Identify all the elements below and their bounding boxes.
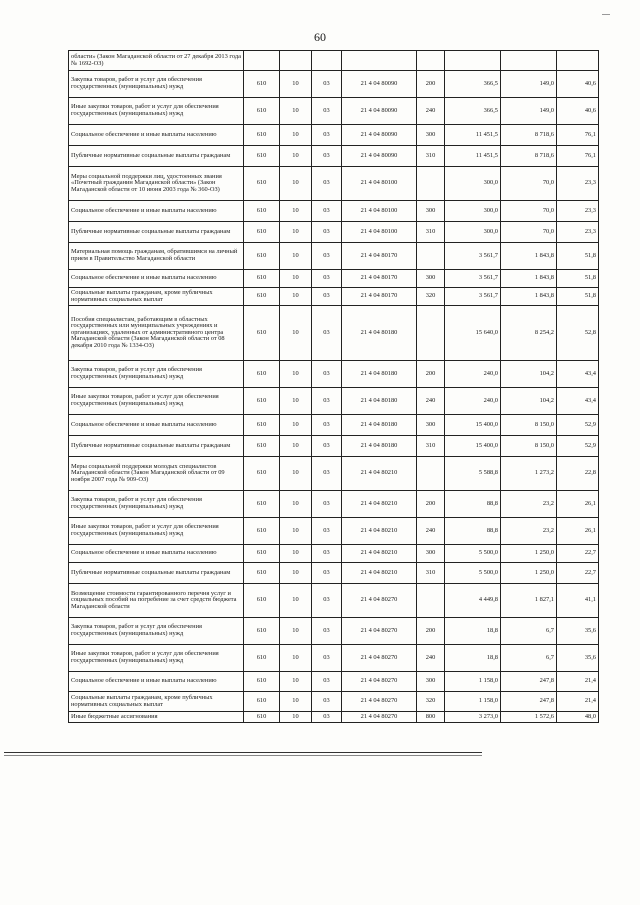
cell-subsection bbox=[312, 51, 342, 71]
cell-execution-percent: 76,1 bbox=[557, 146, 599, 167]
cell-execution-percent: 40,6 bbox=[557, 98, 599, 125]
cell-name: Закупка товаров, работ и услуг для обеспечения государственных (муниципальных) нужд bbox=[69, 491, 244, 518]
cell-execution-percent: 43,4 bbox=[557, 361, 599, 388]
cell-section: 10 bbox=[280, 222, 312, 243]
cell-name: Публичные нормативные социальные выплаты гражданам bbox=[69, 436, 244, 457]
cell-target-article: 21 4 04 80180 bbox=[342, 306, 417, 361]
cell-execution-percent: 48,0 bbox=[557, 712, 599, 723]
cell-name: Социальное обеспечение и иные выплаты населению bbox=[69, 545, 244, 563]
table-row bbox=[69, 288, 599, 306]
cell-section: 10 bbox=[280, 167, 312, 201]
cell-section: 10 bbox=[280, 415, 312, 436]
cell-section: 10 bbox=[280, 645, 312, 672]
cell-subsection: 03 bbox=[312, 71, 342, 98]
cell-subsection: 03 bbox=[312, 563, 342, 584]
cell-executed-amount: 149,0 bbox=[501, 98, 557, 125]
cell-target-article: 21 4 04 80100 bbox=[342, 222, 417, 243]
cell-execution-percent: 51,8 bbox=[557, 270, 599, 288]
cell-section: 10 bbox=[280, 584, 312, 618]
table-row bbox=[69, 563, 599, 584]
cell-executed-amount: 70,0 bbox=[501, 222, 557, 243]
cell-ministry-code: 610 bbox=[244, 98, 280, 125]
cell-target-article: 21 4 04 80270 bbox=[342, 645, 417, 672]
cell-expense-type: 310 bbox=[417, 563, 445, 584]
cell-execution-percent: 52,9 bbox=[557, 436, 599, 457]
cell-ministry-code: 610 bbox=[244, 672, 280, 692]
cell-expense-type: 320 bbox=[417, 692, 445, 712]
cell-section: 10 bbox=[280, 98, 312, 125]
table-row bbox=[69, 388, 599, 415]
corner-mark bbox=[602, 14, 610, 15]
cell-ministry-code: 610 bbox=[244, 288, 280, 306]
cell-target-article: 21 4 04 80270 bbox=[342, 618, 417, 645]
cell-execution-percent: 23,3 bbox=[557, 222, 599, 243]
cell-ministry-code: 610 bbox=[244, 563, 280, 584]
cell-execution-percent: 40,6 bbox=[557, 71, 599, 98]
cell-ministry-code: 610 bbox=[244, 518, 280, 545]
cell-expense-type bbox=[417, 306, 445, 361]
cell-execution-percent: 22,7 bbox=[557, 545, 599, 563]
cell-name: Материальная помощь гражданам, обратившимся на личный прием в Правительство Магаданской области bbox=[69, 243, 244, 270]
cell-name: Меры социальной поддержки молодых специалистов Магаданской области (Закон Магаданской области от 09 ноября 2007 года № 909-ОЗ) bbox=[69, 457, 244, 491]
cell-section: 10 bbox=[280, 125, 312, 146]
cell-ministry-code: 610 bbox=[244, 306, 280, 361]
cell-planned-amount: 3 561,7 bbox=[445, 288, 501, 306]
cell-execution-percent: 35,6 bbox=[557, 645, 599, 672]
table-row bbox=[69, 491, 599, 518]
cell-executed-amount: 1 250,0 bbox=[501, 563, 557, 584]
cell-executed-amount: 6,7 bbox=[501, 618, 557, 645]
bottom-rule bbox=[4, 752, 482, 753]
cell-planned-amount: 240,0 bbox=[445, 388, 501, 415]
cell-name: Закупка товаров, работ и услуг для обеспечения государственных (муниципальных) нужд bbox=[69, 71, 244, 98]
cell-target-article: 21 4 04 80270 bbox=[342, 672, 417, 692]
cell-ministry-code: 610 bbox=[244, 712, 280, 723]
cell-section: 10 bbox=[280, 270, 312, 288]
cell-ministry-code: 610 bbox=[244, 270, 280, 288]
cell-subsection: 03 bbox=[312, 167, 342, 201]
cell-target-article: 21 4 04 80170 bbox=[342, 243, 417, 270]
cell-expense-type: 300 bbox=[417, 415, 445, 436]
cell-expense-type: 300 bbox=[417, 270, 445, 288]
cell-expense-type bbox=[417, 167, 445, 201]
cell-ministry-code: 610 bbox=[244, 71, 280, 98]
cell-execution-percent: 23,3 bbox=[557, 167, 599, 201]
cell-planned-amount: 4 449,8 bbox=[445, 584, 501, 618]
cell-expense-type: 310 bbox=[417, 436, 445, 457]
cell-expense-type: 300 bbox=[417, 545, 445, 563]
cell-planned-amount: 18,8 bbox=[445, 645, 501, 672]
table-row bbox=[69, 306, 599, 361]
cell-subsection: 03 bbox=[312, 712, 342, 723]
cell-name: Возмещение стоимости гарантированного перечня услуг и социальных пособий на погребение за счет средств бюджета Магаданской области bbox=[69, 584, 244, 618]
cell-planned-amount: 3 561,7 bbox=[445, 270, 501, 288]
cell-name: Публичные нормативные социальные выплаты гражданам bbox=[69, 222, 244, 243]
cell-planned-amount: 11 451,5 bbox=[445, 146, 501, 167]
cell-expense-type: 300 bbox=[417, 672, 445, 692]
cell-expense-type: 200 bbox=[417, 361, 445, 388]
cell-planned-amount: 300,0 bbox=[445, 222, 501, 243]
table-row bbox=[69, 645, 599, 672]
table-row bbox=[69, 167, 599, 201]
cell-planned-amount: 300,0 bbox=[445, 167, 501, 201]
cell-planned-amount: 15 400,0 bbox=[445, 415, 501, 436]
cell-subsection: 03 bbox=[312, 125, 342, 146]
cell-execution-percent: 76,1 bbox=[557, 125, 599, 146]
table-row bbox=[69, 361, 599, 388]
cell-executed-amount: 1 827,1 bbox=[501, 584, 557, 618]
table-row bbox=[69, 146, 599, 167]
cell-name: Закупка товаров, работ и услуг для обеспечения государственных (муниципальных) нужд bbox=[69, 361, 244, 388]
cell-ministry-code: 610 bbox=[244, 457, 280, 491]
cell-section: 10 bbox=[280, 518, 312, 545]
cell-target-article: 21 4 04 80210 bbox=[342, 457, 417, 491]
table-row bbox=[69, 98, 599, 125]
cell-section: 10 bbox=[280, 457, 312, 491]
cell-section: 10 bbox=[280, 361, 312, 388]
cell-expense-type: 300 bbox=[417, 201, 445, 222]
cell-subsection: 03 bbox=[312, 584, 342, 618]
cell-expense-type: 320 bbox=[417, 288, 445, 306]
cell-execution-percent: 51,8 bbox=[557, 288, 599, 306]
cell-target-article bbox=[342, 51, 417, 71]
cell-target-article: 21 4 04 80210 bbox=[342, 518, 417, 545]
cell-planned-amount: 5 500,0 bbox=[445, 545, 501, 563]
cell-expense-type bbox=[417, 457, 445, 491]
cell-ministry-code: 610 bbox=[244, 415, 280, 436]
cell-target-article: 21 4 04 80090 bbox=[342, 71, 417, 98]
cell-name: Социальное обеспечение и иные выплаты населению bbox=[69, 201, 244, 222]
cell-name: Социальное обеспечение и иные выплаты населению bbox=[69, 270, 244, 288]
cell-subsection: 03 bbox=[312, 306, 342, 361]
cell-subsection: 03 bbox=[312, 545, 342, 563]
cell-target-article: 21 4 04 80100 bbox=[342, 201, 417, 222]
cell-section: 10 bbox=[280, 306, 312, 361]
cell-expense-type bbox=[417, 51, 445, 71]
cell-target-article: 21 4 04 80090 bbox=[342, 125, 417, 146]
cell-section: 10 bbox=[280, 436, 312, 457]
table-row bbox=[69, 243, 599, 270]
cell-name: Социальное обеспечение и иные выплаты населению bbox=[69, 125, 244, 146]
cell-ministry-code: 610 bbox=[244, 125, 280, 146]
page-number: 60 bbox=[314, 30, 326, 44]
cell-name: Закупка товаров, работ и услуг для обеспечения государственных (муниципальных) нужд bbox=[69, 618, 244, 645]
cell-execution-percent: 23,3 bbox=[557, 201, 599, 222]
cell-name: Меры социальной поддержки лиц, удостоенных звания «Почетный гражданин Магаданской области» (Закон Магаданской области от 10 июня 2003 года № 360-ОЗ) bbox=[69, 167, 244, 201]
table-row bbox=[69, 51, 599, 71]
table-row bbox=[69, 71, 599, 98]
cell-name: Иные бюджетные ассигнования bbox=[69, 712, 244, 723]
cell-planned-amount: 88,8 bbox=[445, 518, 501, 545]
cell-planned-amount: 1 158,0 bbox=[445, 692, 501, 712]
cell-section: 10 bbox=[280, 146, 312, 167]
cell-planned-amount: 3 273,0 bbox=[445, 712, 501, 723]
table-row bbox=[69, 125, 599, 146]
cell-executed-amount: 104,2 bbox=[501, 361, 557, 388]
cell-subsection: 03 bbox=[312, 618, 342, 645]
cell-section: 10 bbox=[280, 288, 312, 306]
cell-planned-amount: 366,5 bbox=[445, 98, 501, 125]
cell-ministry-code bbox=[244, 51, 280, 71]
cell-expense-type: 310 bbox=[417, 146, 445, 167]
cell-subsection: 03 bbox=[312, 645, 342, 672]
cell-executed-amount: 70,0 bbox=[501, 201, 557, 222]
cell-subsection: 03 bbox=[312, 201, 342, 222]
cell-target-article: 21 4 04 80090 bbox=[342, 146, 417, 167]
cell-ministry-code: 610 bbox=[244, 201, 280, 222]
cell-expense-type: 200 bbox=[417, 71, 445, 98]
cell-name: Социальные выплаты гражданам, кроме публичных нормативных социальных выплат bbox=[69, 692, 244, 712]
cell-execution-percent: 22,8 bbox=[557, 457, 599, 491]
cell-executed-amount: 8 718,6 bbox=[501, 146, 557, 167]
table-row bbox=[69, 457, 599, 491]
cell-execution-percent: 22,7 bbox=[557, 563, 599, 584]
cell-expense-type bbox=[417, 243, 445, 270]
cell-section: 10 bbox=[280, 243, 312, 270]
cell-executed-amount: 1 273,2 bbox=[501, 457, 557, 491]
cell-ministry-code: 610 bbox=[244, 167, 280, 201]
cell-target-article: 21 4 04 80170 bbox=[342, 288, 417, 306]
cell-execution-percent: 52,8 bbox=[557, 306, 599, 361]
cell-planned-amount: 366,5 bbox=[445, 71, 501, 98]
cell-execution-percent bbox=[557, 51, 599, 71]
cell-executed-amount: 23,2 bbox=[501, 518, 557, 545]
cell-target-article: 21 4 04 80170 bbox=[342, 270, 417, 288]
cell-subsection: 03 bbox=[312, 98, 342, 125]
cell-target-article: 21 4 04 80100 bbox=[342, 167, 417, 201]
cell-execution-percent: 35,6 bbox=[557, 618, 599, 645]
cell-name: Иные закупки товаров, работ и услуг для обеспечения государственных (муниципальных) нужд bbox=[69, 388, 244, 415]
cell-target-article: 21 4 04 80270 bbox=[342, 584, 417, 618]
cell-executed-amount: 8 150,0 bbox=[501, 415, 557, 436]
cell-executed-amount bbox=[501, 51, 557, 71]
cell-subsection: 03 bbox=[312, 457, 342, 491]
cell-section: 10 bbox=[280, 388, 312, 415]
cell-execution-percent: 51,8 bbox=[557, 243, 599, 270]
cell-planned-amount: 3 561,7 bbox=[445, 243, 501, 270]
cell-ministry-code: 610 bbox=[244, 436, 280, 457]
cell-expense-type: 200 bbox=[417, 491, 445, 518]
cell-ministry-code: 610 bbox=[244, 388, 280, 415]
cell-name: Пособия специалистам, работающим в областных государственных или муниципальных учреждениях и организациях, удаленных от административного центра Магаданской области (Закон Магаданской области от 08 декабря 2010 года № 1334-ОЗ) bbox=[69, 306, 244, 361]
cell-expense-type: 300 bbox=[417, 125, 445, 146]
cell-subsection: 03 bbox=[312, 288, 342, 306]
cell-planned-amount: 11 451,5 bbox=[445, 125, 501, 146]
cell-ministry-code: 610 bbox=[244, 545, 280, 563]
cell-executed-amount: 1 843,8 bbox=[501, 270, 557, 288]
cell-subsection: 03 bbox=[312, 270, 342, 288]
cell-section: 10 bbox=[280, 712, 312, 723]
cell-section: 10 bbox=[280, 692, 312, 712]
cell-planned-amount: 5 588,8 bbox=[445, 457, 501, 491]
cell-expense-type: 310 bbox=[417, 222, 445, 243]
cell-executed-amount: 23,2 bbox=[501, 491, 557, 518]
cell-target-article: 21 4 04 80180 bbox=[342, 388, 417, 415]
cell-planned-amount: 1 158,0 bbox=[445, 672, 501, 692]
cell-executed-amount: 104,2 bbox=[501, 388, 557, 415]
cell-expense-type: 240 bbox=[417, 388, 445, 415]
cell-target-article: 21 4 04 80210 bbox=[342, 545, 417, 563]
cell-executed-amount: 70,0 bbox=[501, 167, 557, 201]
cell-execution-percent: 21,4 bbox=[557, 672, 599, 692]
cell-target-article: 21 4 04 80090 bbox=[342, 98, 417, 125]
cell-planned-amount: 240,0 bbox=[445, 361, 501, 388]
cell-section: 10 bbox=[280, 618, 312, 645]
cell-expense-type: 800 bbox=[417, 712, 445, 723]
cell-planned-amount: 18,8 bbox=[445, 618, 501, 645]
cell-section: 10 bbox=[280, 491, 312, 518]
table-row bbox=[69, 692, 599, 712]
cell-executed-amount: 6,7 bbox=[501, 645, 557, 672]
cell-ministry-code: 610 bbox=[244, 692, 280, 712]
cell-target-article: 21 4 04 80180 bbox=[342, 361, 417, 388]
cell-ministry-code: 610 bbox=[244, 222, 280, 243]
cell-ministry-code: 610 bbox=[244, 243, 280, 270]
cell-target-article: 21 4 04 80270 bbox=[342, 712, 417, 723]
cell-subsection: 03 bbox=[312, 436, 342, 457]
cell-executed-amount: 1 572,6 bbox=[501, 712, 557, 723]
cell-name: Публичные нормативные социальные выплаты гражданам bbox=[69, 563, 244, 584]
cell-subsection: 03 bbox=[312, 361, 342, 388]
table-row bbox=[69, 270, 599, 288]
cell-planned-amount: 5 500,0 bbox=[445, 563, 501, 584]
bottom-rule-secondary bbox=[4, 755, 482, 756]
table-row bbox=[69, 436, 599, 457]
cell-executed-amount: 1 250,0 bbox=[501, 545, 557, 563]
cell-expense-type bbox=[417, 584, 445, 618]
cell-name: Иные закупки товаров, работ и услуг для обеспечения государственных (муниципальных) нужд bbox=[69, 98, 244, 125]
table-row bbox=[69, 545, 599, 563]
cell-section: 10 bbox=[280, 201, 312, 222]
cell-execution-percent: 26,1 bbox=[557, 518, 599, 545]
cell-subsection: 03 bbox=[312, 146, 342, 167]
cell-subsection: 03 bbox=[312, 672, 342, 692]
cell-subsection: 03 bbox=[312, 388, 342, 415]
cell-target-article: 21 4 04 80180 bbox=[342, 415, 417, 436]
cell-planned-amount bbox=[445, 51, 501, 71]
cell-ministry-code: 610 bbox=[244, 491, 280, 518]
cell-executed-amount: 1 843,8 bbox=[501, 243, 557, 270]
table-body bbox=[69, 51, 599, 723]
cell-execution-percent: 41,1 bbox=[557, 584, 599, 618]
cell-execution-percent: 21,4 bbox=[557, 692, 599, 712]
cell-execution-percent: 52,9 bbox=[557, 415, 599, 436]
cell-target-article: 21 4 04 80210 bbox=[342, 491, 417, 518]
cell-section: 10 bbox=[280, 672, 312, 692]
cell-subsection: 03 bbox=[312, 415, 342, 436]
cell-executed-amount: 1 843,8 bbox=[501, 288, 557, 306]
cell-expense-type: 240 bbox=[417, 98, 445, 125]
cell-name: Социальное обеспечение и иные выплаты населению bbox=[69, 672, 244, 692]
cell-target-article: 21 4 04 80180 bbox=[342, 436, 417, 457]
cell-subsection: 03 bbox=[312, 692, 342, 712]
cell-planned-amount: 15 640,0 bbox=[445, 306, 501, 361]
cell-subsection: 03 bbox=[312, 518, 342, 545]
cell-executed-amount: 149,0 bbox=[501, 71, 557, 98]
cell-executed-amount: 247,8 bbox=[501, 672, 557, 692]
cell-execution-percent: 26,1 bbox=[557, 491, 599, 518]
cell-executed-amount: 8 150,0 bbox=[501, 436, 557, 457]
cell-executed-amount: 8 718,6 bbox=[501, 125, 557, 146]
cell-planned-amount: 15 400,0 bbox=[445, 436, 501, 457]
table-row bbox=[69, 584, 599, 618]
cell-expense-type: 240 bbox=[417, 645, 445, 672]
cell-subsection: 03 bbox=[312, 222, 342, 243]
cell-expense-type: 240 bbox=[417, 518, 445, 545]
cell-ministry-code: 610 bbox=[244, 146, 280, 167]
cell-planned-amount: 300,0 bbox=[445, 201, 501, 222]
cell-section: 10 bbox=[280, 71, 312, 98]
table-row bbox=[69, 672, 599, 692]
table-row bbox=[69, 712, 599, 723]
cell-ministry-code: 610 bbox=[244, 645, 280, 672]
table-row bbox=[69, 222, 599, 243]
cell-section: 10 bbox=[280, 563, 312, 584]
cell-name: Социальные выплаты гражданам, кроме публичных нормативных социальных выплат bbox=[69, 288, 244, 306]
cell-name: области» (Закон Магаданской области от 27 декабря 2013 года № 1692-ОЗ) bbox=[69, 51, 244, 71]
cell-planned-amount: 88,8 bbox=[445, 491, 501, 518]
cell-execution-percent: 43,4 bbox=[557, 388, 599, 415]
cell-subsection: 03 bbox=[312, 491, 342, 518]
cell-name: Иные закупки товаров, работ и услуг для обеспечения государственных (муниципальных) нужд bbox=[69, 518, 244, 545]
budget-table bbox=[68, 50, 599, 723]
cell-name: Социальное обеспечение и иные выплаты населению bbox=[69, 415, 244, 436]
cell-target-article: 21 4 04 80270 bbox=[342, 692, 417, 712]
cell-ministry-code: 610 bbox=[244, 618, 280, 645]
table-row bbox=[69, 618, 599, 645]
cell-target-article: 21 4 04 80210 bbox=[342, 563, 417, 584]
cell-ministry-code: 610 bbox=[244, 584, 280, 618]
cell-name: Иные закупки товаров, работ и услуг для обеспечения государственных (муниципальных) нужд bbox=[69, 645, 244, 672]
cell-name: Публичные нормативные социальные выплаты гражданам bbox=[69, 146, 244, 167]
cell-expense-type: 200 bbox=[417, 618, 445, 645]
cell-subsection: 03 bbox=[312, 243, 342, 270]
cell-executed-amount: 8 254,2 bbox=[501, 306, 557, 361]
cell-section: 10 bbox=[280, 545, 312, 563]
table-row bbox=[69, 201, 599, 222]
cell-section bbox=[280, 51, 312, 71]
table-row bbox=[69, 415, 599, 436]
cell-executed-amount: 247,8 bbox=[501, 692, 557, 712]
cell-ministry-code: 610 bbox=[244, 361, 280, 388]
table-row bbox=[69, 518, 599, 545]
